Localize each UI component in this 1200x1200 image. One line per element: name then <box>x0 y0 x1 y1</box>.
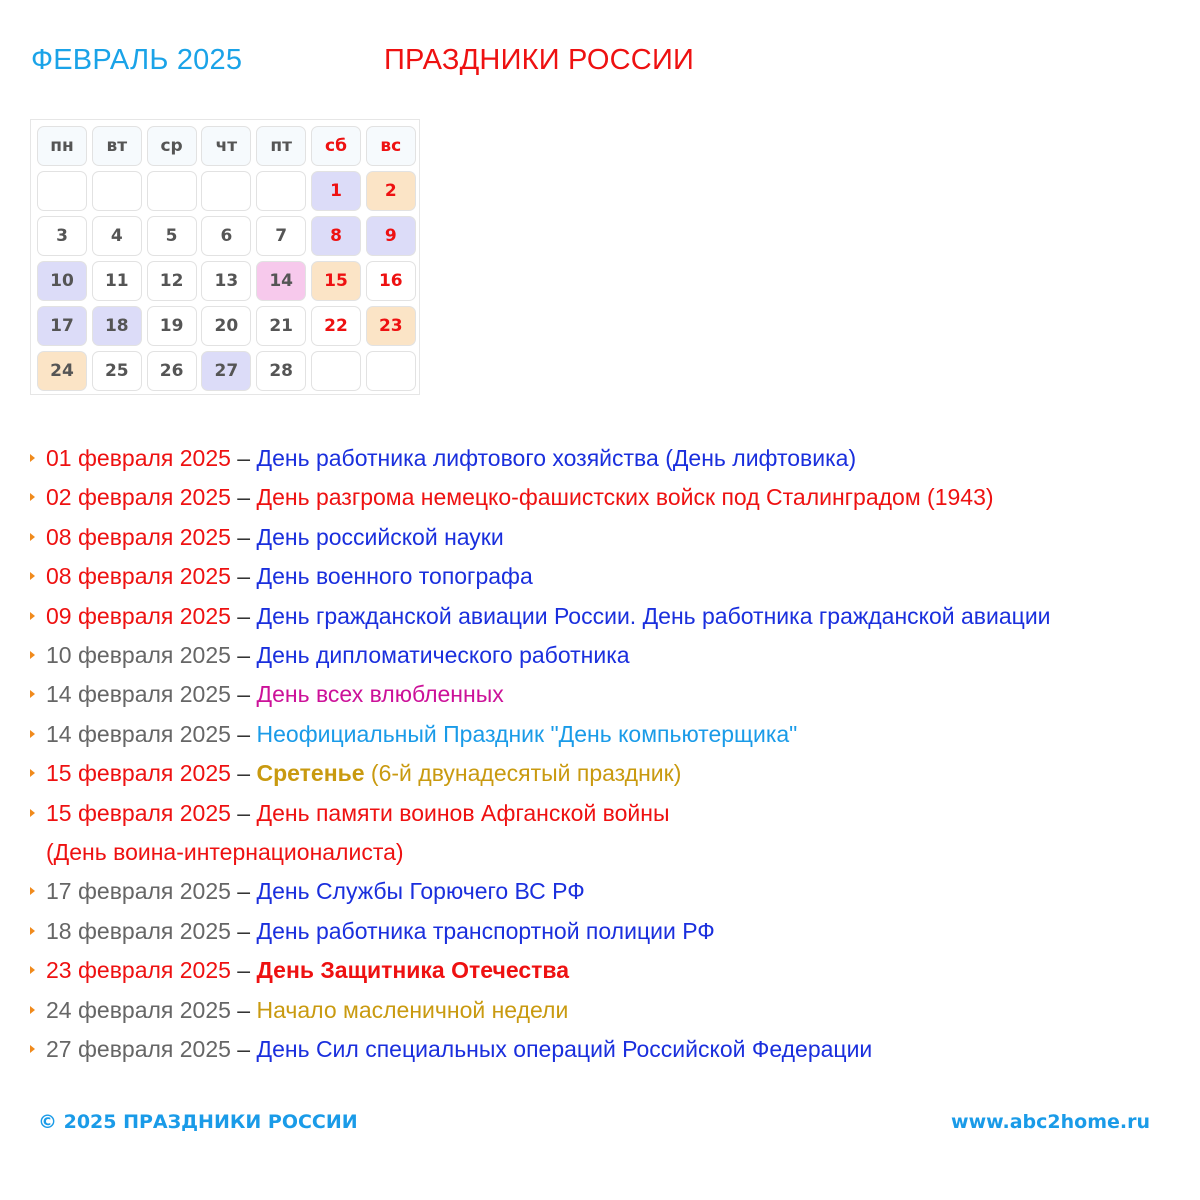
holiday-name[interactable]: День дипломатического работника <box>256 642 630 669</box>
month-calendar <box>30 119 420 395</box>
holiday-item <box>30 794 1190 833</box>
bullet-arrow-icon <box>30 1006 35 1014</box>
holiday-item <box>30 912 1190 951</box>
bullet-arrow-icon <box>30 966 35 974</box>
holiday-item <box>30 754 1190 793</box>
calendar-day[interactable]: 9 <box>366 216 416 256</box>
calendar-empty-cell <box>256 171 306 211</box>
holiday-date: 15 февраля 2025 <box>46 799 231 826</box>
holiday-date: 08 февраля 2025 <box>46 563 231 590</box>
dash-separator: – <box>230 917 257 944</box>
calendar-day[interactable]: 2 <box>366 171 416 211</box>
holiday-item <box>30 991 1190 1030</box>
calendar-day[interactable]: 7 <box>256 216 306 256</box>
holiday-item <box>30 636 1190 675</box>
bullet-arrow-icon <box>30 612 35 620</box>
bullet-arrow-icon <box>30 1045 35 1053</box>
calendar-day[interactable]: 1 <box>311 171 361 211</box>
weekday-header[interactable]: пт <box>256 126 306 166</box>
holiday-date: 09 февраля 2025 <box>46 602 231 629</box>
holiday-name[interactable]: День военного топографа <box>256 563 533 590</box>
bullet-arrow-icon <box>30 454 35 462</box>
calendar-day[interactable]: 16 <box>366 261 416 301</box>
holiday-name[interactable]: День работника лифтового хозяйства (День лифтовика) <box>256 445 857 471</box>
dash-separator: – <box>230 799 257 826</box>
calendar-day[interactable]: 22 <box>311 306 361 346</box>
holiday-name[interactable]: День всех влюбленных <box>256 681 504 708</box>
holiday-item <box>30 951 1190 990</box>
calendar-empty-cell <box>92 171 142 211</box>
holiday-date: 27 февраля 2025 <box>46 1036 231 1063</box>
holiday-item <box>30 518 1190 557</box>
weekday-header[interactable]: сб <box>311 126 361 166</box>
dash-separator: – <box>230 878 257 905</box>
calendar-day[interactable]: 8 <box>311 216 361 256</box>
bullet-arrow-icon <box>30 533 35 541</box>
calendar-day[interactable]: 19 <box>147 306 197 346</box>
calendar-empty-cell <box>147 171 197 211</box>
dash-separator: – <box>230 996 257 1023</box>
calendar-day[interactable]: 13 <box>201 261 251 301</box>
weekday-header[interactable]: чт <box>201 126 251 166</box>
holiday-name[interactable]: Начало масленичной недели <box>256 996 569 1023</box>
calendar-day[interactable]: 4 <box>92 216 142 256</box>
month-title: ФЕВРАЛЬ 2025 <box>31 44 243 76</box>
weekday-header[interactable]: вс <box>366 126 416 166</box>
dash-separator: – <box>230 523 257 550</box>
holiday-name[interactable]: День гражданской авиации России. День работника гражданской авиации <box>256 602 1051 629</box>
calendar-day[interactable]: 24 <box>37 351 87 391</box>
calendar-day[interactable]: 25 <box>92 351 142 391</box>
dash-separator: – <box>230 720 257 747</box>
calendar-day[interactable]: 12 <box>147 261 197 301</box>
holiday-name[interactable]: День работника транспортной полиции РФ <box>256 917 715 944</box>
dash-separator: – <box>230 602 257 629</box>
holiday-item <box>30 557 1190 596</box>
calendar-day[interactable]: 28 <box>256 351 306 391</box>
holiday-list <box>30 439 1190 1070</box>
calendar-empty-cell <box>37 171 87 211</box>
weekday-header[interactable]: пн <box>37 126 87 166</box>
holiday-date: 08 февраля 2025 <box>46 523 231 550</box>
calendar-empty-cell <box>201 171 251 211</box>
calendar-day[interactable]: 14 <box>256 261 306 301</box>
holiday-item <box>30 439 1190 478</box>
calendar-day[interactable]: 5 <box>147 216 197 256</box>
bullet-arrow-icon <box>30 572 35 580</box>
holiday-date: 14 февраля 2025 <box>46 681 231 708</box>
calendar-day[interactable]: 23 <box>366 306 416 346</box>
holiday-item <box>30 872 1190 911</box>
bullet-arrow-icon <box>30 730 35 738</box>
weekday-header[interactable]: вт <box>92 126 142 166</box>
holiday-name[interactable]: День Защитника Отечества <box>256 957 570 984</box>
holiday-date: 18 февраля 2025 <box>46 917 231 944</box>
dash-separator: – <box>230 445 257 471</box>
holiday-item <box>30 597 1190 636</box>
holiday-date: 24 февраля 2025 <box>46 996 231 1023</box>
holiday-name[interactable]: (6-й двунадесятый праздник) <box>364 760 682 787</box>
website-link[interactable]: www.abc2home.ru <box>951 1111 1150 1133</box>
holiday-name[interactable]: День разгрома немецко-фашистских войск под Сталинградом (1943) <box>256 484 994 511</box>
bullet-arrow-icon <box>30 927 35 935</box>
calendar-day[interactable]: 18 <box>92 306 142 346</box>
holiday-date: 02 февраля 2025 <box>46 484 231 511</box>
holiday-date: 14 февраля 2025 <box>46 720 231 747</box>
holiday-name-continuation[interactable]: (День воина-интернационалиста) <box>46 839 404 866</box>
holiday-name[interactable]: День памяти воинов Афганской войны <box>256 799 670 826</box>
dash-separator: – <box>230 957 257 984</box>
calendar-day[interactable]: 3 <box>37 216 87 256</box>
holiday-name[interactable]: День российской науки <box>256 523 504 550</box>
dash-separator: – <box>230 642 257 669</box>
holiday-name[interactable]: Сретенье <box>256 760 365 787</box>
holiday-date: 01 февраля 2025 <box>46 445 231 471</box>
calendar-day[interactable]: 26 <box>147 351 197 391</box>
holiday-item <box>30 478 1190 517</box>
holiday-name[interactable]: День Службы Горючего ВС РФ <box>256 878 585 905</box>
copyright-text: © 2025 ПРАЗДНИКИ РОССИИ <box>38 1111 358 1133</box>
holiday-name[interactable]: День Сил специальных операций Российской Федерации <box>256 1036 873 1063</box>
holiday-item <box>30 675 1190 714</box>
calendar-day[interactable]: 17 <box>37 306 87 346</box>
dash-separator: – <box>230 1036 257 1063</box>
calendar-day[interactable]: 20 <box>201 306 251 346</box>
calendar-day[interactable]: 15 <box>311 261 361 301</box>
holiday-item <box>30 715 1190 754</box>
calendar-day[interactable]: 11 <box>92 261 142 301</box>
calendar-day[interactable]: 6 <box>201 216 251 256</box>
bullet-arrow-icon <box>30 690 35 698</box>
bullet-arrow-icon <box>30 493 35 501</box>
holiday-date: 15 февраля 2025 <box>46 760 231 787</box>
bullet-arrow-icon <box>30 651 35 659</box>
dash-separator: – <box>230 760 257 787</box>
holiday-name[interactable]: Неофициальный Праздник "День компьютерщика" <box>256 720 798 747</box>
calendar-day[interactable]: 27 <box>201 351 251 391</box>
calendar-empty-cell <box>366 351 416 391</box>
holiday-date: 10 февраля 2025 <box>46 642 231 669</box>
bullet-arrow-icon <box>30 809 35 817</box>
holiday-date: 23 февраля 2025 <box>46 957 231 984</box>
calendar-day[interactable]: 21 <box>256 306 306 346</box>
dash-separator: – <box>230 484 257 511</box>
holiday-date: 17 февраля 2025 <box>46 878 231 905</box>
calendar-empty-cell <box>311 351 361 391</box>
dash-separator: – <box>230 681 257 708</box>
site-title: ПРАЗДНИКИ РОССИИ <box>384 44 695 76</box>
bullet-arrow-icon <box>30 887 35 895</box>
holiday-item <box>30 1030 1190 1069</box>
dash-separator: – <box>230 563 257 590</box>
calendar-day[interactable]: 10 <box>37 261 87 301</box>
bullet-arrow-icon <box>30 769 35 777</box>
weekday-header[interactable]: ср <box>147 126 197 166</box>
